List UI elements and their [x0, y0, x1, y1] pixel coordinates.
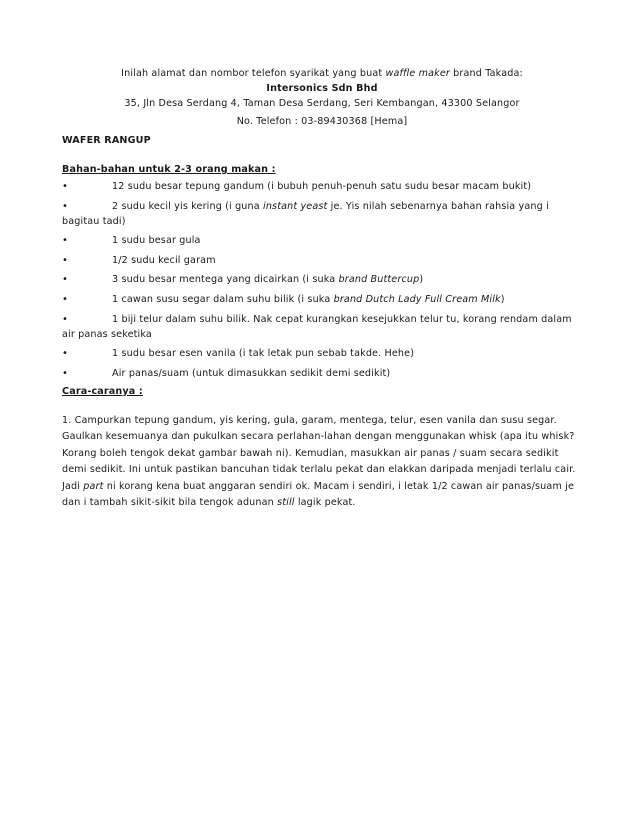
method-step-1	[62, 413, 582, 512]
method-text: ni korang kena buat anggaran sendiri ok. Macam i sendiri, i letak 1/2 cawan air panas/suam je dan i tambah sikit-sikit bila tengok adunan	[62, 480, 575, 509]
company-name: Intersonics Sdn Bhd	[266, 83, 378, 94]
method-heading: Cara-caranya :	[62, 385, 143, 397]
bullet-icon: •	[62, 274, 69, 286]
document-page	[62, 66, 582, 512]
method-italic: part	[83, 480, 104, 492]
bullet-icon: •	[62, 348, 69, 360]
ingredient-text: 12 sudu besar tepung gandum (i bubuh penuh-penuh satu sudu besar macam bukit)	[112, 181, 532, 192]
bullet-icon: •	[62, 235, 69, 247]
ingredient-text: 1 sudu besar gula	[112, 235, 201, 247]
ingredient-text: 2 sudu kecil yis kering (i guna	[112, 200, 263, 212]
ingredient-text: 1 biji telur dalam suhu bilik. Nak cepat kurangkan kesejukkan telur tu, korang rendam dalam air panas seketika	[62, 313, 572, 340]
bullet-icon: •	[62, 367, 69, 379]
bullet-icon: •	[62, 313, 69, 325]
ingredient-text: 1 sudu besar esen vanila (i tak letak pun sebab takde. Hehe)	[112, 348, 415, 360]
ingredient-italic: instant yeast	[263, 200, 328, 212]
method-italic: still	[277, 497, 295, 509]
header-intro	[62, 66, 582, 81]
ingredient-text: Air panas/suam (untuk dimasukkan sedikit demi sedikit)	[112, 367, 391, 379]
ingredient-text: 1 cawan susu segar dalam suhu bilik (i suka	[112, 293, 334, 305]
list-item	[62, 346, 582, 361]
ingredients-list	[62, 179, 582, 381]
bullet-icon: •	[62, 200, 69, 212]
list-item	[62, 233, 582, 248]
ingredient-text-suffix: )	[500, 293, 505, 305]
method-text: 1. Campurkan tepung gandum, yis kering, gula, garam, mentega, telur, esen vanila dan susu segar. Gaulkan kesemuanya dan pukulkan secara perlahan-lahan dengan menggunakan whisk (apa itu whisk? Korang boleh tengok dekat gambar bawah ni). Kemudian, masukkan air panas / suam secara sedikit demi sedikit. Ini untuk pastikan bancuhan tidak terlalu pekat dan elakkan daripada menjadi terlalu cair. Jadi	[62, 414, 576, 492]
list-item	[62, 253, 582, 268]
list-item	[62, 292, 582, 307]
ingredients-heading: Bahan-bahan untuk 2-3 orang makan :	[62, 164, 276, 175]
method-text: lagik pekat.	[294, 497, 356, 509]
list-item	[62, 312, 582, 342]
ingredient-italic: brand Buttercup	[338, 274, 420, 286]
header-intro-suffix: brand Takada:	[449, 68, 523, 79]
header-block	[62, 66, 582, 129]
header-intro-italic: waffle maker	[385, 68, 450, 79]
company-address: 35, Jln Desa Serdang 4, Taman Desa Serdang, Seri Kembangan, 43300 Selangor	[124, 98, 520, 109]
company-phone: No. Telefon : 03-89430368 [Hema]	[236, 116, 408, 127]
ingredient-italic: brand Dutch Lady Full Cream Milk	[333, 293, 501, 305]
list-item	[62, 366, 582, 381]
bullet-icon: •	[62, 254, 69, 266]
list-item	[62, 199, 582, 229]
header-intro-text: Inilah alamat dan nombor telefon syarikat yang buat	[121, 68, 386, 79]
list-item	[62, 179, 582, 194]
ingredient-text: 1/2 sudu kecil garam	[112, 254, 216, 266]
recipe-title: WAFER RANGUP	[62, 135, 151, 146]
bullet-icon: •	[62, 181, 69, 192]
bullet-icon: •	[62, 293, 69, 305]
ingredient-text-suffix: je. Yis nilah sebenarnya bahan rahsia yang i bagitau tadi)	[62, 200, 549, 227]
list-item	[62, 272, 582, 287]
ingredient-text-suffix: )	[419, 274, 424, 286]
ingredient-text: 3 sudu besar mentega yang dicairkan (i suka	[112, 274, 339, 286]
